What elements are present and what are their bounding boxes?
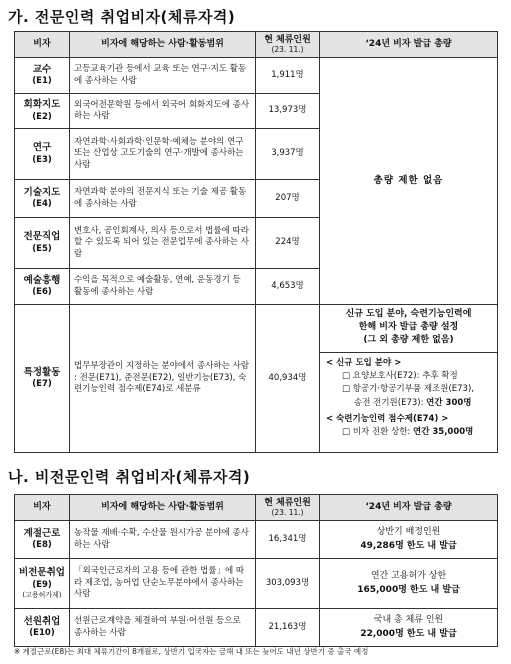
- visa-name-e1: 교수 (E1): [15, 58, 70, 94]
- table-header-row: [15, 32, 498, 58]
- e7-item-conversion-cap: □ 비자 전환 상한: 연간 35,000명: [342, 427, 474, 437]
- visa-desc-e9: 「외국인근로자의 고용 등에 관한 법률」에 따라 제조업, 농어업 단순노무분야에서 종사하는 사람: [70, 559, 256, 609]
- e7-item-transmission: 송전 전기원(E73): 연간 300명: [354, 397, 472, 408]
- visa-name-e9: 비전문취업 (E9) (고용허가제): [15, 559, 70, 609]
- visa-name-e5: 전문직업 (E5): [15, 218, 70, 269]
- section-b-title: 나. 비전문인력 취업비자(체류자격): [8, 468, 251, 486]
- table-row-e9: [15, 559, 498, 609]
- quota-no-limit: 총량 제한 없음: [320, 58, 498, 305]
- table-row-e10: [15, 609, 498, 647]
- e7-quota-heading: 신규 도입 분야, 숙련기능인력에 한해 비자 발급 총량 설정 (그 외 총량 제한 없음): [320, 308, 497, 353]
- visa-desc-e8: 농작물 재배·수확, 수산물 원시가공 분야에 종사하는 사람: [70, 521, 256, 559]
- visa-count-e6: 4,653명: [256, 269, 320, 305]
- quota-e7: [320, 305, 498, 453]
- header-stay: 현 체류인원 (23. 11.): [256, 32, 320, 58]
- visa-name-e3: 연구 (E3): [15, 129, 70, 180]
- visa-desc-e10: 선원근로계약을 체결하여 부원·어선원 등으로 종사하는 사람: [70, 609, 256, 647]
- visa-name-e2: 회화지도 (E2): [15, 94, 70, 129]
- table-row-e8: [15, 521, 498, 559]
- visa-count-e4: 207명: [256, 180, 320, 218]
- visa-desc-e2: 외국어전문학원 등에서 외국어 회화지도에 종사하는 사람: [70, 94, 256, 129]
- header-stay: 현 체류인원 (23. 11.): [256, 495, 320, 521]
- visa-count-e8: 16,341명: [256, 521, 320, 559]
- visa-count-e3: 3,937명: [256, 129, 320, 180]
- header-visa: 비자: [15, 32, 70, 58]
- visa-desc-e4: 자연과학 분야의 전문지식 또는 기술 제공 활동에 종사하는 사람: [70, 180, 256, 218]
- professional-visa-table: [14, 31, 498, 453]
- header-quota: ‘24년 비자 발급 총량: [320, 495, 498, 521]
- header-visa: 비자: [15, 495, 70, 521]
- quota-e10: 국내 총 체류 인원 22,000명 한도 내 발급: [320, 609, 498, 647]
- visa-desc-e5: 변호사, 공인회계사, 의사 등으로서 법률에 따라 할 수 있도록 되어 있는 전문업무에 종사하는 사람: [70, 218, 256, 269]
- table-row-e7: [15, 305, 498, 453]
- header-eligible: 비자에 해당하는 사람·활동범위: [70, 495, 256, 521]
- visa-desc-e7: 법무부장관이 지정하는 분야에서 종사하는 사람 : 전문(E71), 준전문(E72), 일반기능(E73), 숙련기능인력 점수제(E74)로 세분류: [70, 305, 256, 453]
- visa-count-e5: 224명: [256, 218, 320, 269]
- non-professional-visa-table: [14, 494, 498, 647]
- visa-desc-e3: 자연과학·사회과학·인문학·예체능 분야의 연구 또는 산업상 고도기술의 연구·개발에 종사하는 사람: [70, 129, 256, 180]
- visa-count-e10: 21,163명: [256, 609, 320, 647]
- visa-name-e10: 선원취업 (E10): [15, 609, 70, 647]
- e7-quota-list: < 신규 도입 분야 > □ 요양보호사(E72): 추후 확정 □ 항공기·항공기부품 제조원(E73), 송전 전기원(E73): 연간 300명 < 숙련기능인력 점수제(E74) > □ 비자 전환 상한: 연간 35,000명: [324, 357, 493, 439]
- table-header-row: [15, 495, 498, 521]
- e7-item-aircraft: □ 항공기·항공기부품 제조원(E73),: [342, 384, 474, 395]
- footnote: ※ 계절근로(E8)는 최대 체류기간이 8개월로, 상반기 입국자는 금해 내 또는 늦어도 내년 상반기 중 출국 예정: [14, 647, 369, 656]
- visa-desc-e1: 고등교육기관 등에서 교육 또는 연구·지도 활동에 종사하는 사람: [70, 58, 256, 94]
- section-a-title: 가. 전문인력 취업비자(체류자격): [8, 8, 236, 26]
- header-quota: ‘24년 비자 발급 총량: [320, 32, 498, 58]
- e7-item-caregiver: □ 요양보호사(E72): 추후 확정: [342, 371, 458, 382]
- visa-count-e7: 40,934명: [256, 305, 320, 453]
- visa-count-e9: 303,093명: [256, 559, 320, 609]
- visa-desc-e6: 수익을 목적으로 예술활동, 연예, 운동경기 등 활동에 종사하는 사람: [70, 269, 256, 305]
- visa-name-e8: 계절근로 (E8): [15, 521, 70, 559]
- header-eligible: 비자에 해당하는 사람·활동범위: [70, 32, 256, 58]
- visa-name-e6: 예술흥행 (E6): [15, 269, 70, 305]
- quota-e8: 상반기 배정인원 49,286명 한도 내 발급: [320, 521, 498, 559]
- quota-e9: 연간 고용허가 상한 165,000명 한도 내 발급: [320, 559, 498, 609]
- visa-count-e1: 1,911명: [256, 58, 320, 94]
- visa-name-e4: 기술지도 (E4): [15, 180, 70, 218]
- table-row-e1: [15, 58, 498, 94]
- visa-count-e2: 13,973명: [256, 94, 320, 129]
- visa-name-e7: 특정활동 (E7): [15, 305, 70, 453]
